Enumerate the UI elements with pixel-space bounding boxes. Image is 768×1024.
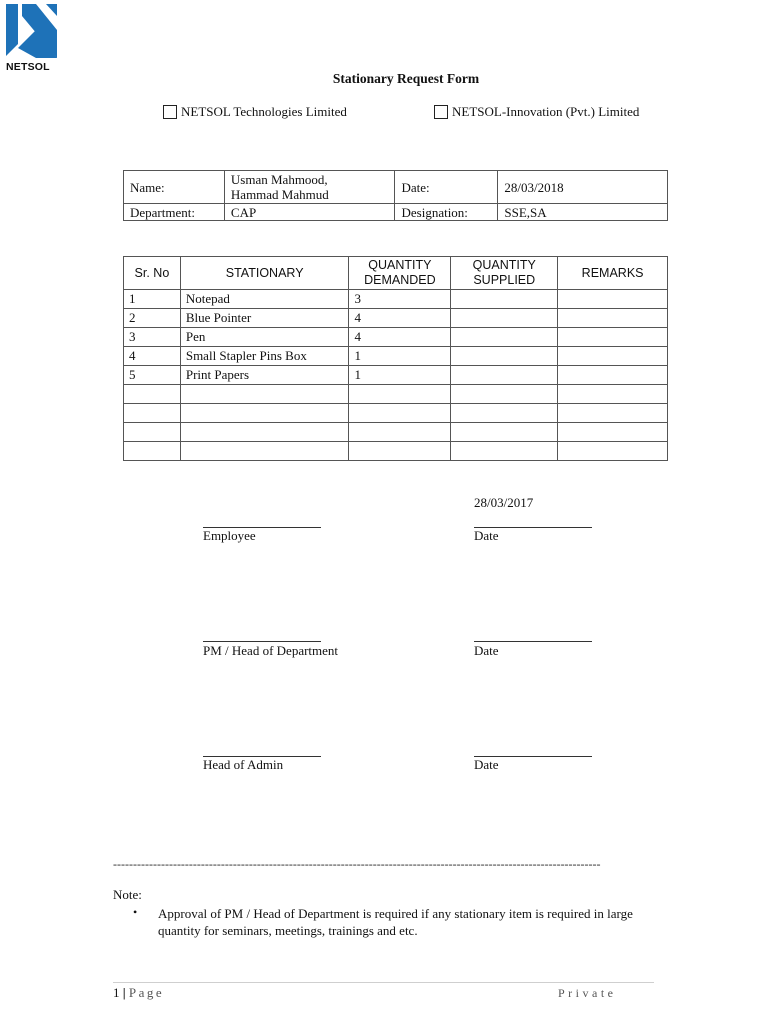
cell-item: Pen (180, 328, 349, 347)
table-row (124, 385, 668, 404)
cell-supplied (451, 366, 558, 385)
form-title: Stationary Request Form (332, 71, 480, 86)
table-row (124, 366, 668, 385)
cell-remarks (558, 328, 668, 347)
designation-value: SSE,SA (498, 204, 668, 221)
cell-item (180, 385, 349, 404)
cell-item (180, 423, 349, 442)
employee-info-table (123, 170, 668, 221)
footer-page-label: Page (128, 985, 165, 1000)
admin-label: Head of Admin (203, 757, 284, 772)
footer-classification: Private (558, 986, 617, 1000)
date-label: Date: (395, 171, 498, 204)
cell-item (180, 404, 349, 423)
cell-demanded (349, 404, 451, 423)
footer-divider (113, 982, 654, 983)
checkbox-technologies[interactable] (163, 105, 177, 119)
cell-remarks (558, 309, 668, 328)
cell-supplied (451, 404, 558, 423)
info-row-name (124, 171, 668, 204)
cell-demanded (349, 442, 451, 461)
date-value: 28/03/2018 (498, 171, 668, 204)
employee-signed-date: 28/03/2017 (474, 495, 534, 510)
cell-supplied (451, 328, 558, 347)
info-row-department (124, 204, 668, 221)
header-quantity-demanded (349, 257, 451, 290)
pm-label: PM / Head of Department (203, 643, 339, 658)
stationary-items-table (123, 256, 668, 461)
note-text: Approval of PM / Head of Department is required if any stationary item is required in large quantity for seminars, meetings, trainings and etc. (158, 906, 633, 938)
header-quantity-supplied-line1: QUANTITY (472, 258, 536, 272)
cell-remarks (558, 385, 668, 404)
cell-sr: 2 (124, 309, 181, 328)
cell-remarks (558, 442, 668, 461)
footer-page-indicator (113, 985, 164, 1001)
designation-label: Designation: (395, 204, 498, 221)
cell-sr: 3 (124, 328, 181, 347)
pm-date-label: Date (474, 643, 499, 658)
note-label: Note: (113, 887, 142, 902)
cell-sr (124, 423, 181, 442)
cell-demanded: 3 (349, 290, 451, 309)
table-row (124, 328, 668, 347)
cell-demanded (349, 385, 451, 404)
brand-name: NETSOL (6, 61, 50, 73)
name-value (224, 171, 395, 204)
cell-demanded: 1 (349, 347, 451, 366)
cell-demanded: 4 (349, 328, 451, 347)
cell-item: Print Papers (180, 366, 349, 385)
department-value: CAP (224, 204, 395, 221)
pm-date-line (474, 641, 592, 642)
company-label-technologies: NETSOL Technologies Limited (181, 104, 347, 119)
cell-remarks (558, 404, 668, 423)
table-row (124, 423, 668, 442)
cell-remarks (558, 423, 668, 442)
cell-item (180, 442, 349, 461)
cell-supplied (451, 442, 558, 461)
department-label: Department: (124, 204, 225, 221)
table-row (124, 290, 668, 309)
cell-sr (124, 442, 181, 461)
cell-sr: 1 (124, 290, 181, 309)
cell-remarks (558, 347, 668, 366)
cell-sr: 5 (124, 366, 181, 385)
cell-sr (124, 404, 181, 423)
name-label: Name: (124, 171, 225, 204)
header-quantity-demanded-line1: QUANTITY (368, 258, 432, 272)
header-quantity-supplied (451, 257, 558, 290)
header-quantity-demanded-line2: DEMANDED (364, 273, 436, 287)
cell-supplied (451, 347, 558, 366)
header-stationary: STATIONARY (180, 257, 349, 290)
cell-item: Blue Pointer (180, 309, 349, 328)
header-sr-no: Sr. No (124, 257, 181, 290)
footer-page-number: 1 (113, 985, 120, 1000)
cell-sr (124, 385, 181, 404)
table-row (124, 404, 668, 423)
pm-signature-line (203, 641, 321, 642)
header-remarks: REMARKS (558, 257, 668, 290)
checkbox-innovation[interactable] (434, 105, 448, 119)
dashed-separator: -------------------------------------------------------------------------------------------------------------------------- (113, 857, 601, 871)
table-row (124, 347, 668, 366)
employee-date-label: Date (474, 528, 499, 543)
employee-label: Employee (203, 528, 256, 543)
table-row (124, 442, 668, 461)
cell-item: Small Stapler Pins Box (180, 347, 349, 366)
cell-demanded: 1 (349, 366, 451, 385)
company-label-innovation: NETSOL-Innovation (Pvt.) Limited (452, 104, 640, 119)
cell-supplied (451, 423, 558, 442)
cell-demanded: 4 (349, 309, 451, 328)
cell-sr: 4 (124, 347, 181, 366)
cell-demanded (349, 423, 451, 442)
cell-supplied (451, 385, 558, 404)
bullet-icon: • (133, 905, 138, 919)
table-row (124, 309, 668, 328)
footer-separator: | (122, 985, 126, 1000)
cell-remarks (558, 366, 668, 385)
admin-date-label: Date (474, 757, 499, 772)
name-line-2: Hammad Mahmud (230, 187, 329, 202)
items-header-row (124, 257, 668, 290)
cell-remarks (558, 290, 668, 309)
cell-supplied (451, 290, 558, 309)
company-option-innovation[interactable] (434, 104, 639, 120)
name-line-1: Usman Mahmood, (230, 172, 328, 187)
header-quantity-supplied-line2: SUPPLIED (473, 273, 536, 287)
cell-supplied (451, 309, 558, 328)
company-option-technologies[interactable] (163, 104, 347, 120)
cell-item: Notepad (180, 290, 349, 309)
